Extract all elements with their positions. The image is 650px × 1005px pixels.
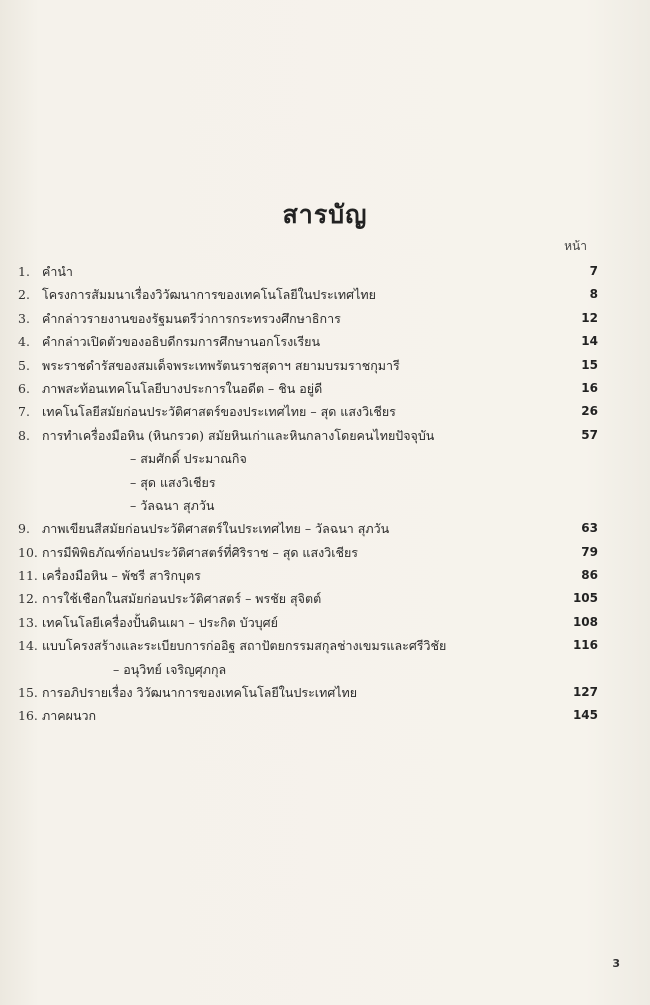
entry-page: 16 xyxy=(581,380,598,395)
entry-14-author: – อนุวิทย์ เจริญศุภกุล xyxy=(113,661,227,677)
entry-number: 16. xyxy=(18,708,38,724)
entry-number: 13. xyxy=(18,614,38,630)
entry-title: การมีพิพิธภัณฑ์ก่อนประวัติศาสตร์ที่ศิริราช – สุด แสงวิเชียร xyxy=(42,544,359,560)
entry-title: การอภิปรายเรื่อง วิวัฒนาการของเทคโนโลยีในประเทศไทย xyxy=(42,685,358,701)
entry-number: 3. xyxy=(18,310,30,326)
entry-title: คำนำ xyxy=(42,264,73,279)
entry-page: 57 xyxy=(581,427,598,442)
entry-page: 116 xyxy=(572,638,598,653)
entry-number: 14. xyxy=(18,638,38,654)
entry-number: 11. xyxy=(18,568,38,584)
toc-entry xyxy=(18,634,598,657)
entry-title: ภาพเขียนสีสมัยก่อนประวัติศาสตร์ในประเทศไทย – วัลฉนา สุภวัน xyxy=(42,521,390,537)
page-number: 3 xyxy=(612,957,620,970)
entry-page: 127 xyxy=(572,685,598,700)
toc-entry xyxy=(18,564,598,587)
entry-number: 7. xyxy=(18,404,30,420)
entry-title: ภาพสะท้อนเทคโนโลยีบางประการในอดีต – ชิน อยู่ดี xyxy=(42,380,323,396)
entry-title: การใช้เชือกในสมัยก่อนประวัติศาสตร์ – พรชัย สุจิตต์ xyxy=(42,591,322,607)
toc-entry xyxy=(18,611,598,634)
entry-page: 15 xyxy=(581,357,598,372)
entry-page: 7 xyxy=(589,264,598,278)
entry-title: แบบโครงสร้างและระเบียบการก่ออิฐ สถาปัตยกรรมสกุลช่างเขมรและศรีวิชัย xyxy=(42,638,447,654)
toc-entry xyxy=(18,283,598,306)
toc-entry xyxy=(18,354,598,377)
entry-8-author-2: – สุด แสงวิเชียร xyxy=(130,474,216,490)
entry-number: 2. xyxy=(18,287,30,303)
entry-title: การทำเครื่องมือหิน (หินกรวด) สมัยหินเก่าและหินกลางโดยคนไทยปัจจุบัน xyxy=(42,427,435,443)
entry-page: 12 xyxy=(581,310,598,325)
entry-title: พระราชดำรัสของสมเด็จพระเทพรัตนราชสุดาฯ สยามบรมราชกุมารี xyxy=(42,357,400,373)
entry-number: 6. xyxy=(18,380,30,396)
entry-title: คำกล่าวเปิดตัวของอธิบดีกรมการศึกษานอกโรงเรียน xyxy=(42,334,321,350)
entry-number: 12. xyxy=(18,591,38,607)
toc-entry xyxy=(18,377,598,400)
toc-entry xyxy=(18,307,598,330)
entry-page: 26 xyxy=(581,404,598,419)
entry-page: 86 xyxy=(581,568,598,583)
toc-entry xyxy=(18,587,598,610)
entry-number: 8. xyxy=(18,427,30,443)
entry-title: เทคโนโลยีเครื่องปั้นดินเผา – ประกิต บัวบุศย์ xyxy=(42,614,278,630)
entry-page: 79 xyxy=(581,544,598,559)
entry-number: 15. xyxy=(18,685,38,701)
entry-title: โครงการสัมมนาเรื่องวิวัฒนาการของเทคโนโลยีในประเทศไทย xyxy=(42,287,376,303)
entry-page: 145 xyxy=(572,708,598,723)
entry-page: 105 xyxy=(572,591,598,606)
entry-page: 108 xyxy=(572,614,598,629)
page-column-header: หน้า xyxy=(564,239,587,253)
entry-page: 63 xyxy=(581,521,598,536)
table-of-contents xyxy=(18,260,598,728)
page-title: สารบัญ xyxy=(282,200,368,229)
toc-entry xyxy=(18,517,598,540)
entry-number: 10. xyxy=(18,544,38,560)
entry-title: คำกล่าวรายงานของรัฐมนตรีว่าการกระทรวงศึกษาธิการ xyxy=(42,310,341,326)
entry-page: 8 xyxy=(589,287,598,302)
entry-title: เครื่องมือหิน – พัชรี สาริกบุตร xyxy=(42,568,201,584)
toc-entry xyxy=(18,541,598,564)
toc-entry xyxy=(18,330,598,353)
toc-entry xyxy=(18,424,598,447)
toc-entry xyxy=(18,260,598,283)
entry-number: 1. xyxy=(18,264,30,279)
entry-title: เทคโนโลยีสมัยก่อนประวัติศาสตร์ของประเทศไทย – สุด แสงวิเชียร xyxy=(42,404,396,420)
entry-title: ภาคผนวก xyxy=(42,708,97,724)
entry-number: 4. xyxy=(18,334,30,350)
entry-number: 9. xyxy=(18,521,30,537)
entry-page: 14 xyxy=(581,334,598,349)
toc-entry xyxy=(18,704,598,727)
toc-entry xyxy=(18,400,598,423)
entry-8-author-3: – วัลฉนา สุภวัน xyxy=(130,497,215,513)
toc-entry xyxy=(18,681,598,704)
entry-number: 5. xyxy=(18,357,30,373)
entry-8-author-1: – สมศักดิ์ ประมาณกิจ xyxy=(130,451,247,467)
